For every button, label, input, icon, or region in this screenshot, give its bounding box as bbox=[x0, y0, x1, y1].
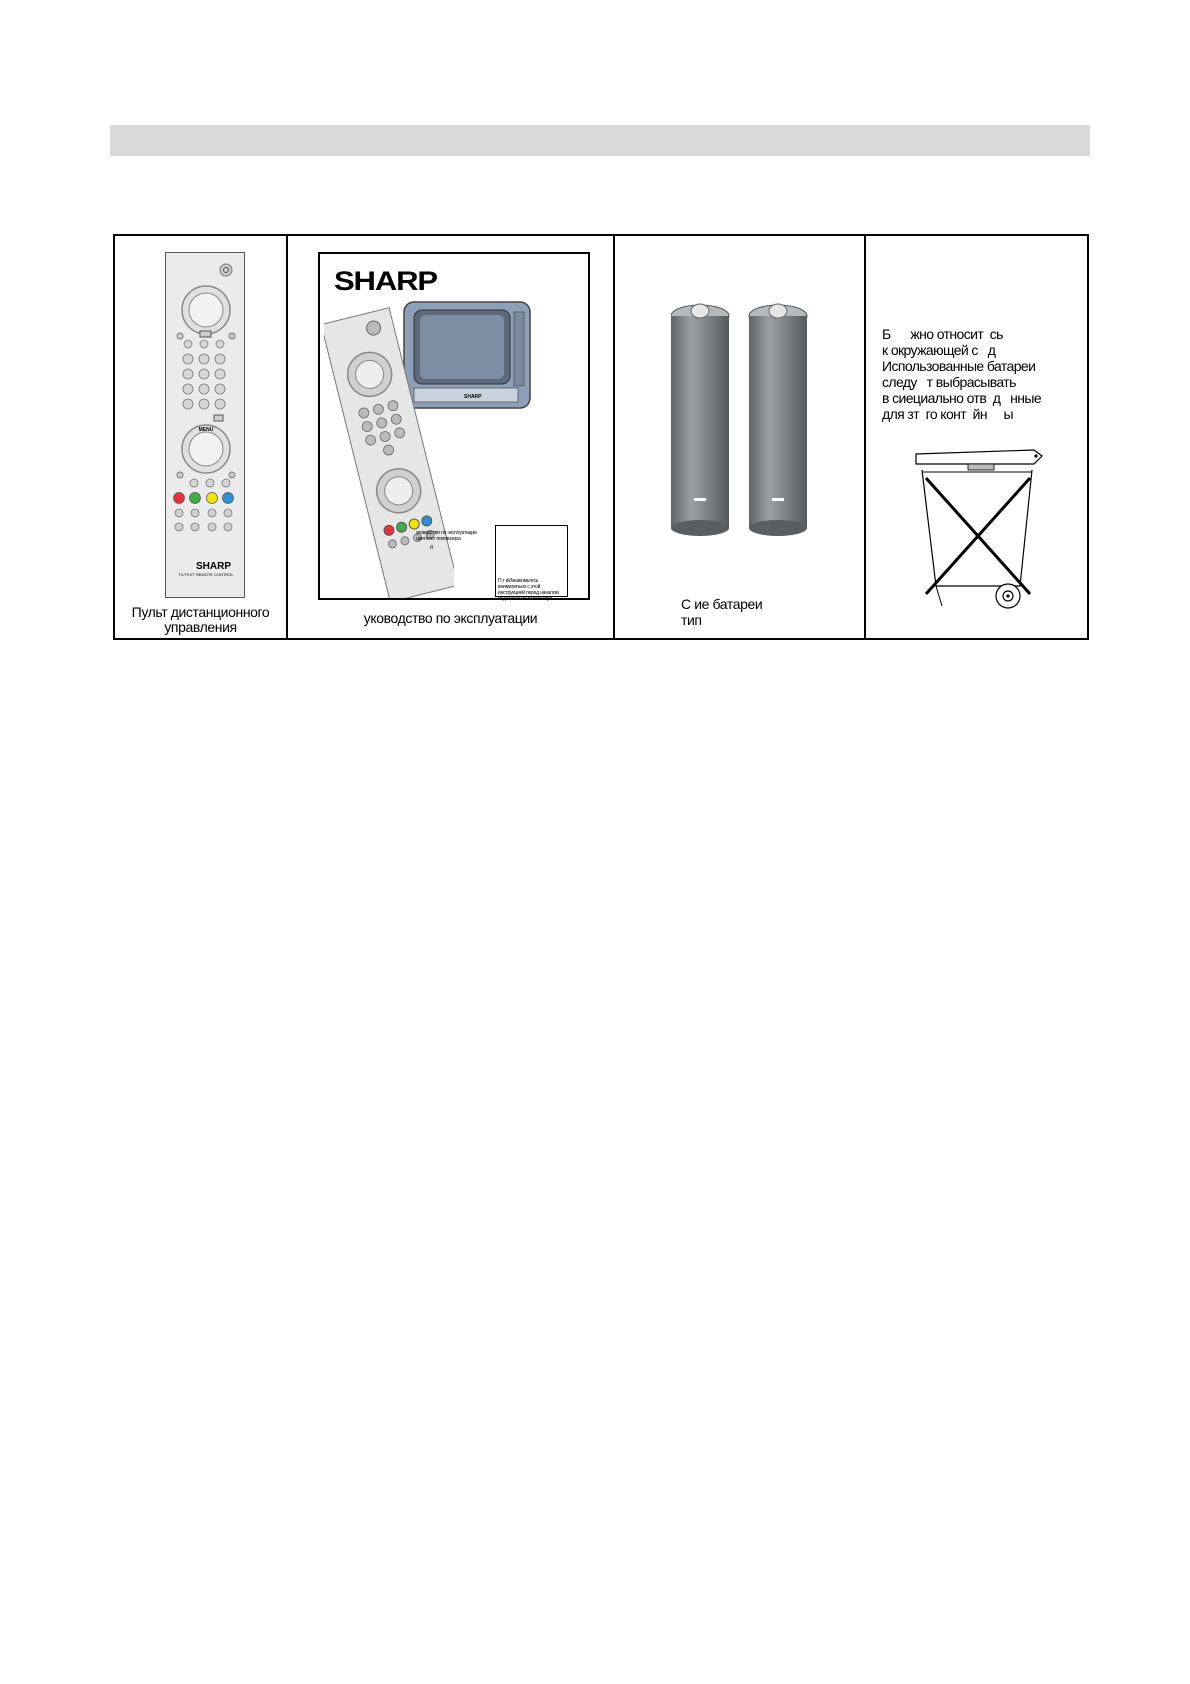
manual-cover-title-line1: уководство по эксплуатации bbox=[416, 530, 477, 536]
svg-text:SHARP: SHARP bbox=[464, 394, 482, 400]
batteries-caption-line1: С ие батареи bbox=[681, 596, 763, 612]
aa-battery-icon bbox=[671, 304, 729, 536]
remote-menu-label: MENU bbox=[198, 427, 214, 433]
contents-cell-disposal bbox=[864, 236, 1087, 638]
contents-cell-remote bbox=[115, 236, 286, 638]
manual-cover-title-line2: цветного телевизора bbox=[416, 536, 461, 542]
manual-cover-remote-icon bbox=[324, 306, 454, 598]
batteries-caption-line2: тип bbox=[681, 612, 702, 628]
manual-card-notes: П т вИзнакомьтесь внимательно с этой инструкцией перед началом подключения телевизора bbox=[498, 578, 559, 602]
section-header-bar bbox=[110, 125, 1090, 156]
remote-caption-line2: управления bbox=[164, 619, 237, 635]
remote-control-icon bbox=[165, 252, 245, 598]
crossed-out-wheelie-bin-icon bbox=[912, 446, 1052, 616]
manual-caption: уководство по эксплуатации bbox=[363, 610, 538, 626]
remote-subtitle-label: TV/TEXT REMOTE CONTROL bbox=[178, 572, 234, 577]
remote-brand-label: SHARP bbox=[196, 561, 232, 572]
contents-cell-manual bbox=[286, 236, 613, 638]
package-contents-table bbox=[113, 234, 1089, 640]
manual-cover-title-line3: д bbox=[430, 544, 433, 550]
remote-caption-line1: Пульт дистанционного bbox=[131, 604, 270, 620]
manual-cover bbox=[318, 252, 590, 600]
manual-cover-inner-card bbox=[495, 525, 568, 602]
manual-cover-brand: SHARP bbox=[334, 266, 437, 296]
aa-battery-icon bbox=[749, 304, 807, 536]
disposal-warning-text: Б жно относит сь к окружающей с д Использованные батареи следу т выбрасывать в сиециально отв д нные для зт го конт йн ы bbox=[882, 326, 1042, 422]
contents-cell-batteries bbox=[613, 236, 864, 638]
